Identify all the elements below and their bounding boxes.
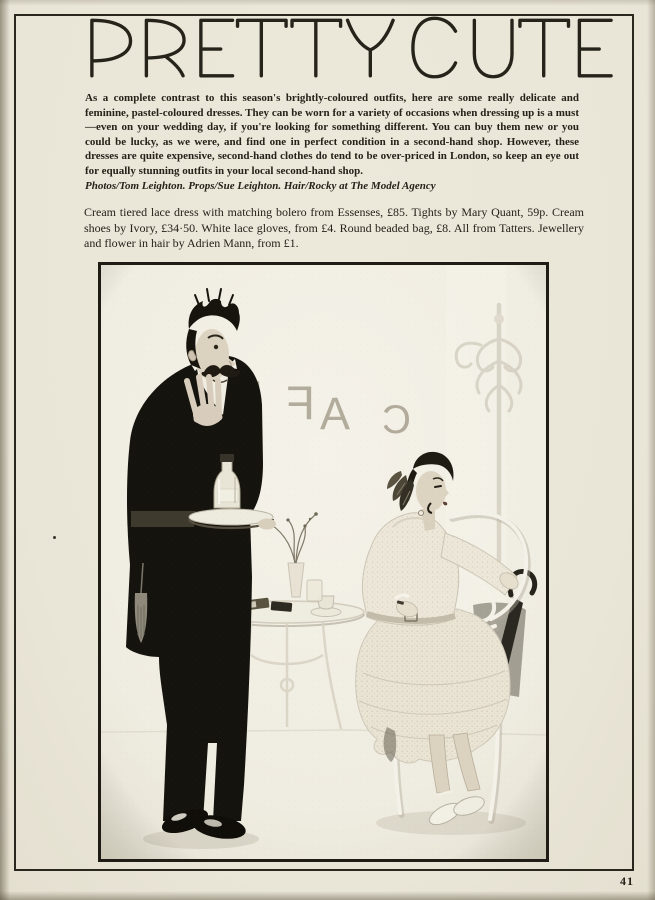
fashion-caption: Cream tiered lace dress with matching bolero from Essenses, £85. Tights by Mary Quant, 59p. Cream shoes by Ivory, £34·50. White lace gloves, from £4. Round beaded bag, £8. All from Tatters. Jewellery and flower in hair by Adrien Mann, from £1. xyxy=(84,205,584,250)
fashion-photograph xyxy=(98,262,549,862)
intro-paragraph: As a complete contrast to this season's brightly-coloured outfits, here are some really delicate and feminine, pastel-coloured dresses. They can be worn for a variety of occasions when dressing up is a must —even on your wedding day, if you're looking for something different. You can buy them new or you could be lucky, as we were, and find one in perfect condition in a second-hand shop. However, these dresses are quite expensive, second-hand clothes do tend to be over-priced in London, so keep an eye out for equally stunning outfits in your local second-hand shop. xyxy=(85,92,579,177)
photo-credits: Photos/Tom Leighton. Props/Sue Leighton. Hair/Rocky at The Model Agency xyxy=(85,179,436,192)
letter-E xyxy=(201,20,233,75)
letter-T xyxy=(292,20,341,75)
intro-block xyxy=(85,91,579,193)
page-number: 41 xyxy=(620,874,634,888)
masthead-title-lettering xyxy=(80,15,620,85)
letter-P xyxy=(92,20,131,75)
letter-T xyxy=(520,20,569,75)
vignette xyxy=(101,265,546,859)
photograph-art xyxy=(101,265,546,859)
letter-Y xyxy=(348,20,394,75)
letter-T xyxy=(238,20,287,75)
page-title xyxy=(0,0,1,1)
letter-U xyxy=(474,20,512,76)
ink-speck xyxy=(53,536,56,539)
letter-E xyxy=(579,20,611,75)
letter-C xyxy=(413,18,456,76)
letter-R xyxy=(146,20,184,75)
